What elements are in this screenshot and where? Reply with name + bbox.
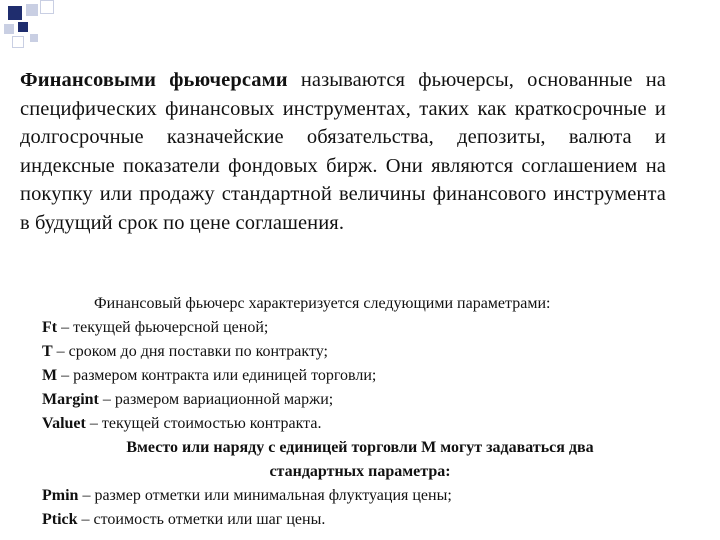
parameter-item: [42, 508, 678, 532]
note-line: Вместо или наряду с единицей торговли M могут задаваться два: [126, 439, 594, 456]
parameter-item: [42, 388, 678, 412]
parameter-desc: – размером вариационной маржи;: [102, 391, 334, 408]
note-line: стандартных параметра:: [269, 463, 451, 480]
deco-square: [30, 34, 38, 42]
parameters-heading: Финансовый фьючерс характеризуется следующими параметрами:: [94, 295, 551, 312]
parameter-item: [42, 316, 678, 340]
parameter-desc: – стоимость отметки или шаг цены.: [81, 511, 326, 528]
parameter-symbol: Ptick: [42, 511, 78, 528]
parameter-desc: – текущей стоимостью контракта.: [89, 415, 322, 432]
parameter-desc: – текущей фьючерсной ценой;: [61, 319, 269, 336]
parameter-symbol: M: [42, 367, 58, 384]
deco-square: [8, 6, 22, 20]
parameter-symbol: Margint: [42, 391, 99, 408]
parameters-section: [42, 292, 678, 532]
intro-text: называются фьючерсы, основанные на специфических финансовых инструментах, таких как краткосрочные и долгосрочные казначейские обязательства, депозиты, валюта и индексные показатели фондовых бирж. Они являются соглашением на покупку или продажу стандартной величины финансового инструмента в будущий срок по цене соглашения.: [20, 69, 666, 234]
deco-square: [18, 22, 28, 32]
parameter-item: [42, 412, 678, 436]
slide-corner-decoration: [0, 0, 110, 52]
parameter-symbol: T: [42, 343, 53, 360]
parameter-desc: – сроком до дня поставки по контракту;: [56, 343, 328, 360]
parameter-item: [42, 364, 678, 388]
intro-term: Финансовыми фьючерсами: [20, 69, 288, 91]
parameter-symbol: Ft: [42, 319, 58, 336]
parameter-desc: – размером контракта или единицей торговли;: [61, 367, 377, 384]
parameter-item: [42, 484, 678, 508]
intro-paragraph: [20, 66, 666, 237]
parameter-desc: – размер отметки или минимальная флуктуация цены;: [82, 487, 452, 504]
deco-square: [26, 4, 38, 16]
parameter-item: [42, 340, 678, 364]
parameter-symbol: Valuet: [42, 415, 86, 432]
deco-square: [4, 24, 14, 34]
deco-square: [12, 36, 24, 48]
parameter-symbol: Pmin: [42, 487, 79, 504]
deco-square: [40, 0, 54, 14]
